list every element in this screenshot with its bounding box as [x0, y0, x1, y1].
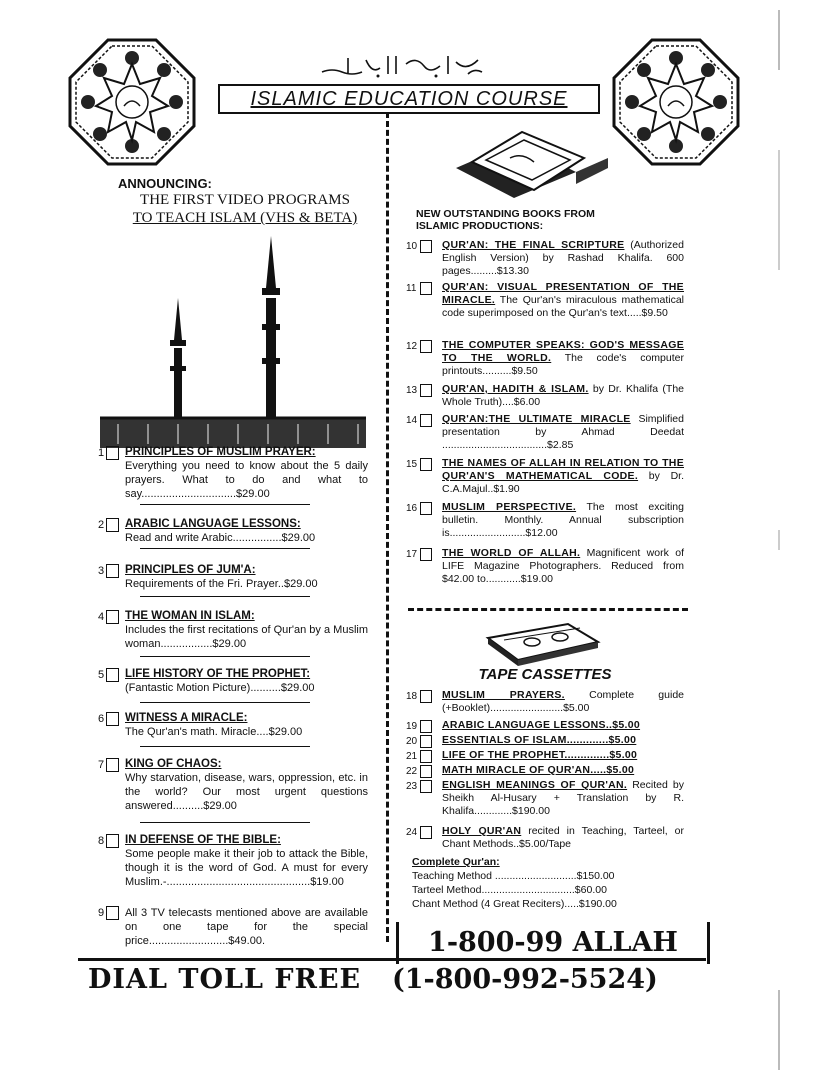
basmala-calligraphy-icon [318, 52, 488, 80]
separator-rule [140, 548, 310, 549]
item-number: 5 [98, 669, 105, 681]
item-number: 6 [98, 713, 105, 725]
column-divider [386, 112, 389, 942]
order-checkbox[interactable] [420, 735, 432, 748]
item-description: The code's computer printouts..........$9.50 [442, 352, 684, 377]
item-title: IN DEFENSE OF THE BIBLE: [125, 834, 281, 846]
complete-quran-heading: Complete Qur'an: [412, 856, 500, 868]
item-description: by Dr. C.A.Majul..$1.90 [442, 470, 684, 495]
item-number: 9 [98, 907, 105, 919]
item-title: THE WOMAN IN ISLAM: [125, 610, 255, 622]
order-checkbox[interactable] [420, 502, 432, 515]
item-title: MATH MIRACLE OF QUR'AN.....$5.00 [442, 764, 635, 776]
item-number: 3 [98, 565, 105, 577]
item-number: 23 [406, 781, 418, 792]
scan-edge-marks [776, 10, 782, 1070]
order-checkbox[interactable] [420, 282, 432, 295]
item-description: The Qur'an's math. Miracle....$29.00 [125, 726, 303, 738]
item-title: HOLY QUR'AN [442, 825, 522, 837]
order-checkbox[interactable] [420, 548, 432, 561]
section-divider [408, 608, 688, 611]
item-description: The most exciting bulletin. Monthly. Annual subscription is..........................$12.00 [442, 501, 684, 539]
item-title: THE WORLD OF ALLAH. [442, 547, 581, 559]
order-checkbox[interactable] [106, 668, 119, 682]
item-description: Requirements of the Fri. Prayer..$29.00 [125, 578, 318, 590]
item-title: ARABIC LANGUAGE LESSONS: [125, 518, 301, 530]
item-description: Includes the first recitations of Qur'an by a Muslim woman.................$29.00 [125, 624, 368, 650]
phone-number-digits: (1-800-992-5524) [392, 964, 658, 995]
item-title: QUR'AN, HADITH & ISLAM. [442, 383, 589, 395]
item-title: THE NAMES OF ALLAH IN RELATION TO THE QUR'AN'S MATHEMATICAL CODE. [442, 457, 684, 482]
course-title: ISLAMIC EDUCATION COURSE [218, 84, 600, 114]
separator-rule [140, 596, 310, 597]
item-title: PRINCIPLES OF JUM'A: [125, 564, 256, 576]
item-number: 20 [406, 736, 418, 747]
separator-rule [140, 702, 310, 703]
item-description: (Fantastic Motion Picture)..........$29.00 [125, 682, 315, 694]
separator-rule [140, 746, 310, 747]
complete-quran-line: Chant Method (4 Great Reciters).....$190.00 [412, 898, 617, 910]
item-description: Simplified presentation by Ahmad Deedat ....................................$2.85 [442, 413, 684, 451]
item-title: QUR'AN: THE FINAL SCRIPTURE [442, 239, 625, 251]
item-title: LIFE OF THE PROPHET..............$5.00 [442, 749, 638, 761]
cassette-tape-icon [484, 620, 602, 668]
complete-quran-line: Teaching Method ............................$150.00 [412, 870, 615, 882]
order-checkbox[interactable] [106, 564, 119, 578]
phone-number-words: 1-800-99 ALLAH [396, 922, 710, 964]
footer-rule [78, 958, 706, 961]
item-description: Some people make it their job to attack the Bible, though it is the word of God. A must for every Muslim.-...............................................$19.00 [125, 848, 368, 888]
item-number: 24 [406, 827, 418, 838]
order-checkbox[interactable] [420, 826, 432, 839]
item-description: Why starvation, disease, wars, oppression, etc. in the world? Our most urgent questions answered..........$29.00 [125, 772, 368, 812]
item-title: QUR'AN:THE ULTIMATE MIRACLE [442, 413, 631, 425]
announcing-line-3: TO TEACH ISLAM (VHS & BETA) [132, 210, 358, 226]
item-number: 22 [406, 766, 418, 777]
item-title: WITNESS A MIRACLE: [125, 712, 248, 724]
order-checkbox[interactable] [420, 414, 432, 427]
item-description: Complete guide (+Booklet).........................$5.00 [442, 689, 684, 714]
announcing-label: ANNOUNCING: [118, 176, 212, 191]
order-checkbox[interactable] [420, 690, 432, 703]
item-number: 16 [406, 503, 418, 514]
item-number: 7 [98, 759, 105, 771]
dial-toll-free-label: DIAL TOLL FREE [88, 964, 362, 995]
item-number: 21 [406, 751, 418, 762]
order-checkbox[interactable] [106, 906, 119, 920]
books-heading-line-2: ISLAMIC PRODUCTIONS: [416, 220, 544, 232]
right-medallion-icon [612, 38, 740, 166]
item-number: 2 [98, 519, 105, 531]
item-description: Magnificent work of LIFE Magazine Photographers. Reduced from $42.00 to............$19.00 [442, 547, 684, 585]
item-title: MUSLIM PERSPECTIVE. [442, 501, 577, 513]
order-checkbox[interactable] [420, 240, 432, 253]
item-number: 19 [406, 721, 418, 732]
separator-rule [140, 656, 310, 657]
order-checkbox[interactable] [106, 834, 119, 848]
item-number: 14 [406, 415, 418, 426]
order-checkbox[interactable] [106, 610, 119, 624]
complete-quran-line: Tarteel Method................................$60.00 [412, 884, 607, 896]
order-checkbox[interactable] [420, 384, 432, 397]
item-number: 4 [98, 611, 105, 623]
item-number: 12 [406, 341, 418, 352]
order-checkbox[interactable] [106, 518, 119, 532]
mosque-minaret-icon [98, 228, 368, 450]
order-checkbox[interactable] [420, 340, 432, 353]
item-description: by Dr. Khalifa (The Whole Truth)....$6.00 [442, 383, 684, 408]
item-title: MUSLIM PRAYERS. [442, 689, 565, 701]
item-description: Everything you need to know about the 5 daily prayers. What to do and what to say...............................$29.00 [125, 460, 368, 500]
item-title: ESSENTIALS OF ISLAM.............$5.00 [442, 734, 637, 746]
item-description: recited in Teaching, Tarteel, or Chant Methods..$5.00/Tape [442, 825, 684, 850]
separator-rule [140, 822, 310, 823]
item-number: 17 [406, 549, 418, 560]
item-description: All 3 TV telecasts mentioned above are available on one tape for the special price..........................$49.00. [125, 907, 368, 947]
left-medallion-icon [68, 38, 196, 166]
books-heading-line-1: NEW OUTSTANDING BOOKS FROM [416, 208, 595, 220]
order-checkbox[interactable] [420, 765, 432, 778]
item-description: (Authorized English Version) by Rashad Khalifa. 600 pages.........$13.30 [442, 239, 684, 277]
separator-rule [140, 504, 310, 505]
item-number: 1 [98, 447, 105, 459]
item-number: 15 [406, 459, 418, 470]
item-title: PRINCIPLES OF MUSLIM PRAYER: [125, 446, 316, 458]
item-title: ARABIC LANGUAGE LESSONS..$5.00 [442, 719, 641, 731]
item-number: 8 [98, 835, 105, 847]
item-title: KING OF CHAOS: [125, 758, 222, 770]
order-checkbox[interactable] [420, 720, 432, 733]
item-description: Recited by Sheikh Al-Husary + Translation by R. Khalifa.............$190.00 [442, 779, 684, 817]
order-checkbox[interactable] [106, 758, 119, 772]
order-checkbox[interactable] [420, 458, 432, 471]
item-description: The Qur'an's miraculous mathematical code superimposed on the Qur'an's text.....$9.50 [442, 294, 684, 319]
item-number: 18 [406, 691, 418, 702]
announcing-line-2: THE FIRST VIDEO PROGRAMS [140, 192, 350, 208]
item-number: 10 [406, 241, 418, 252]
item-title: QUR'AN: VISUAL PRESENTATION OF THE MIRACLE. [442, 281, 684, 306]
item-number: 11 [406, 283, 417, 294]
item-description: Read and write Arabic................$29.00 [125, 532, 316, 544]
order-checkbox[interactable] [106, 712, 119, 726]
item-title: THE COMPUTER SPEAKS: GOD'S MESSAGE TO THE WORLD. [442, 339, 684, 364]
quran-book-icon [452, 128, 612, 200]
order-checkbox[interactable] [106, 446, 119, 460]
order-checkbox[interactable] [420, 780, 432, 793]
item-title: LIFE HISTORY OF THE PROPHET: [125, 668, 311, 680]
tape-cassettes-heading: TAPE CASSETTES [478, 666, 612, 683]
books-heading [416, 208, 686, 232]
item-title: ENGLISH MEANINGS OF QUR'AN. [442, 779, 628, 791]
order-checkbox[interactable] [420, 750, 432, 763]
item-number: 13 [406, 385, 418, 396]
